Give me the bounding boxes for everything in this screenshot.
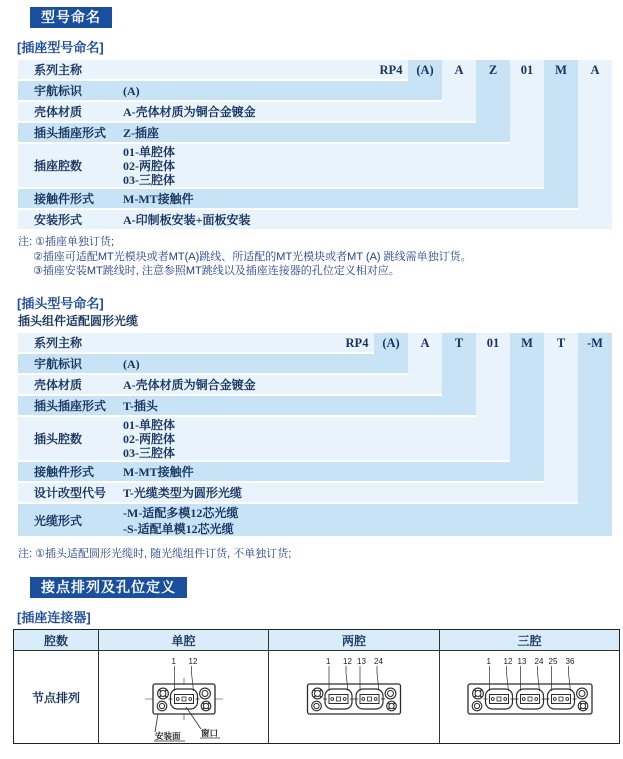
stair-row-label: 插座腔数 [34, 159, 83, 173]
stair-row-label: 光缆形式 [34, 514, 83, 528]
stair-row-label: 设计改型代号 [34, 486, 107, 500]
section-title-model-naming: 型号命名 [30, 7, 112, 28]
model-code: 01 [520, 63, 534, 77]
stair-row-value: Z-插座 [123, 126, 160, 140]
stair-row-label: 系列主称 [34, 336, 83, 350]
model-code: A [420, 336, 430, 350]
model-code: Z [488, 63, 498, 77]
stair-row-label: 接触件形式 [34, 465, 95, 479]
model-code: RP4 [345, 336, 369, 350]
stair-row-label: 接触件形式 [34, 192, 95, 206]
stair-row-label: 系列主称 [34, 63, 83, 77]
stair-row [18, 189, 438, 210]
stair-row-label: 安装形式 [34, 213, 83, 227]
model-code: A [590, 63, 600, 77]
connector-diagram-1-cavity [100, 651, 268, 743]
stair-row-value: M-MT接触件 [123, 465, 194, 479]
model-code: A [454, 63, 464, 77]
fiber-number-label: 1 [171, 657, 176, 666]
plug-model-naming-table [18, 333, 612, 538]
fiber-number-label: 13 [517, 657, 526, 666]
connector-diagram-cell [99, 651, 269, 743]
stair-row-value-line: 02-两腔体 [123, 159, 175, 173]
stair-row-value: (A) [123, 84, 140, 98]
model-code: (A) [382, 336, 400, 350]
connector-diagram-2-cavity [270, 651, 438, 743]
stair-row-value [123, 417, 175, 460]
stair-row-value [123, 504, 238, 537]
model-code: M [521, 336, 533, 350]
stair-row [18, 396, 438, 417]
stair-row-value: T-光缆类型为圆形光缆 [123, 486, 242, 500]
stair-row [18, 417, 438, 462]
stair-row-value: A-壳体材质为铜合金镀金 [123, 378, 256, 392]
stair-row [18, 81, 438, 102]
stair-row-value: T-插头 [123, 399, 158, 413]
model-code: (A) [416, 63, 434, 77]
model-code: 01 [486, 336, 500, 350]
stair-row [18, 144, 438, 189]
fiber-number-label: 12 [188, 657, 197, 666]
connector-col-header-type-3: 三腔 [440, 630, 619, 651]
note-line: ③插座安装MT跳线时, 注意参照MT跳线以及插座连接器的孔位定义相对应。 [33, 265, 400, 277]
plug-naming-notes [18, 547, 291, 562]
stair-row-value-line: 03-三腔体 [123, 173, 175, 187]
model-code: -M [587, 336, 603, 350]
connector-col-header-cavity-count: 腔数 [14, 630, 99, 651]
socket-naming-heading: [插座型号命名] [17, 40, 104, 55]
stair-row [18, 210, 438, 231]
mounting-face-label: 安装面 [154, 731, 181, 741]
fiber-number-label: 25 [548, 657, 557, 666]
stair-row-value-line: 02-两腔体 [123, 432, 175, 446]
stair-row-value: A-印制板安装+面板安装 [123, 213, 251, 227]
stair-row-value-line: -S-适配单模12芯光缆 [123, 522, 234, 536]
fiber-number-label: 24 [374, 657, 383, 666]
model-code: M [555, 63, 567, 77]
stair-row [18, 123, 438, 144]
fiber-number-label: 36 [565, 657, 574, 666]
fiber-number-label: 12 [343, 657, 352, 666]
plug-naming-heading: [插头型号命名] [17, 296, 104, 311]
socket-naming-notes [18, 235, 472, 279]
connector-col-header-type-1: 单腔 [99, 630, 269, 651]
section-title-contact-layout: 接点排列及孔位定义 [30, 577, 187, 598]
note-line: ②插座可适配MT光模块或者MT(A)跳线、所适配的MT光模块或者MT (A) 跳线需单独订货。 [33, 250, 472, 263]
connector-diagram-cell [269, 651, 440, 743]
model-code: RP4 [379, 63, 403, 77]
model-code: T [556, 336, 566, 350]
stair-row [18, 102, 438, 123]
fiber-number-label: 1 [326, 657, 331, 666]
stair-row [18, 354, 438, 375]
connector-diagram-3-cavity [446, 651, 614, 743]
stair-row-label: 宇航标识 [34, 84, 83, 98]
plug-naming-subheading: 插头组件适配圆形光缆 [18, 314, 139, 328]
stair-row-value-line: -M-适配多模12芯光缆 [123, 506, 239, 520]
stair-row-value-line: 01-单腔体 [123, 145, 175, 159]
model-code: T [454, 336, 464, 350]
socket-model-naming-table [18, 60, 612, 231]
connector-col-header-type-2: 两腔 [269, 630, 440, 651]
stair-row-value: (A) [123, 357, 140, 371]
stair-row [18, 462, 438, 483]
stair-row-label: 壳体材质 [34, 105, 83, 119]
fiber-number-label: 1 [486, 657, 491, 666]
stair-row-value-line: 03-三腔体 [123, 446, 175, 460]
stair-row-label: 宇航标识 [34, 357, 83, 371]
stair-row-label: 插头插座形式 [34, 126, 107, 140]
stair-row [18, 483, 438, 504]
stair-row-value: A-壳体材质为铜合金镀金 [123, 105, 256, 119]
fiber-number-label: 13 [357, 657, 366, 666]
note-line: 注: ①插座单独订货; [18, 236, 115, 248]
connector-diagram-cell [440, 651, 619, 743]
fiber-number-label: 12 [503, 657, 512, 666]
fiber-number-label: 24 [534, 657, 543, 666]
stair-row-label: 插头腔数 [34, 432, 83, 446]
contact-arrangement-table [13, 629, 620, 744]
stair-row [18, 504, 438, 538]
stair-row-label: 插头插座形式 [34, 399, 107, 413]
contact-arrangement-row-label: 节点排列 [14, 651, 99, 743]
note-line: 注: ①插头适配圆形光缆时, 随光缆组件订货, 不单独订货; [18, 548, 292, 560]
stair-row-value-line: 01-单腔体 [123, 418, 175, 432]
stair-row-value [123, 144, 175, 187]
stair-row-label: 壳体材质 [34, 378, 83, 392]
stair-row-value: M-MT接触件 [123, 192, 194, 206]
socket-connector-heading: [插座连接器] [17, 610, 91, 625]
stair-row [18, 375, 438, 396]
window-label: 窗口 [200, 728, 218, 738]
